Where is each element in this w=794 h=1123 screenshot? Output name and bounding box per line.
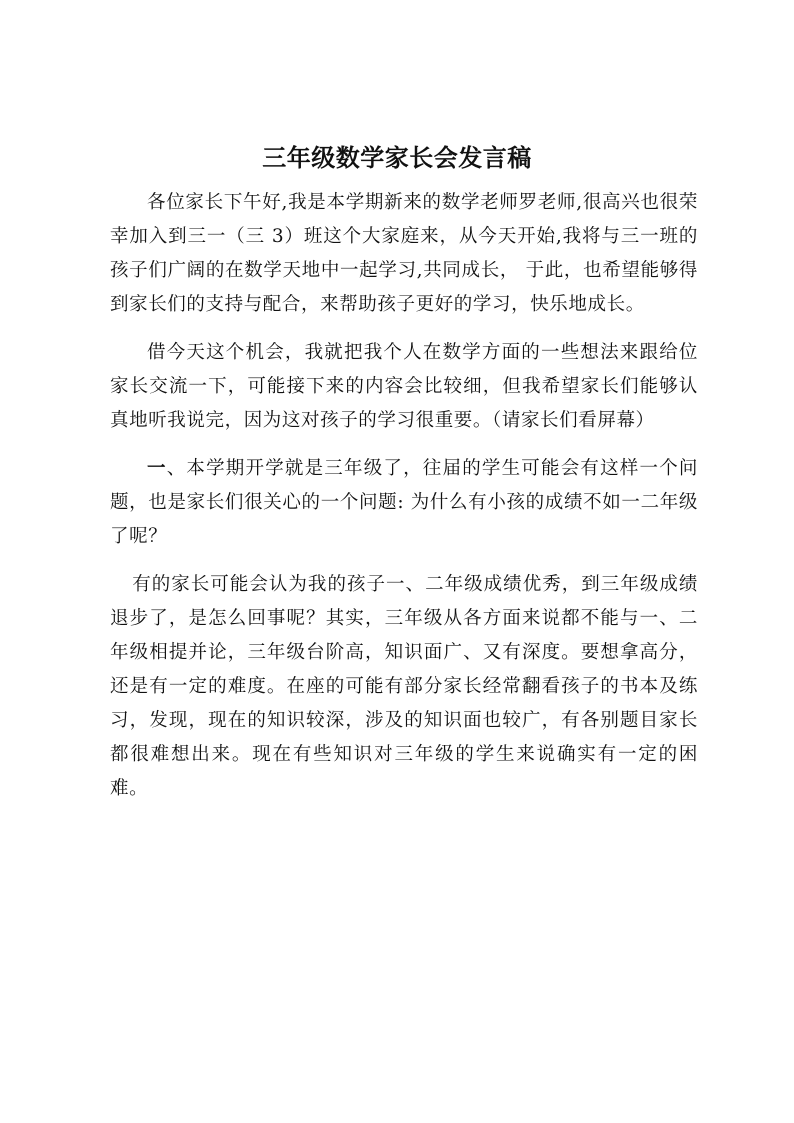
document-title: 三年级数学家长会发言稿 [262, 143, 532, 172]
paragraph-explanation: 有的家长可能会认为我的孩子一、二年级成绩优秀，到三年级成绩退步了，是怎么回事呢？其实，三年级从各方面来说都不能与一、二年级相提并论，三年级台阶高，知识面广、又有深度。要想拿高分，还是有一定的难度。在座的可能有部分家长经常翻看孩子的书本及练习，发现，现在的知识较深，涉及的知识面也较广，有各别题目家长都很难想出来。现在有些知识对三年级的学生来说确实有一定的困难。 [110, 574, 698, 799]
paragraph-section-one [110, 452, 698, 554]
section-number: 一 [147, 458, 167, 479]
paragraph-greeting: 各位家长下午好,我是本学期新来的数学老师罗老师,很高兴也很荣幸加入到三一（三 3）班这个大家庭来，从今天开始,我将与三一班的孩子们广阔的在数学天地中一起学习,共同成长， 于此，也希望能够得到家长们的支持与配合，来帮助孩子更好的学习，快乐地成长。 [110, 192, 698, 315]
paragraph-introduction: 借今天这个机会，我就把我个人在数学方面的一些想法来跟给位家长交流一下，可能接下来的内容会比较细，但我希望家长们能够认真地听我说完，因为这对孩子的学习很重要。（请家长们看屏幕） [110, 342, 698, 431]
document-body [110, 186, 698, 820]
section-one-text: 、本学期开学就是三年级了，往届的学生可能会有这样一个问题，也是家长们很关心的一个问题: 为什么有小孩的成绩不如一二年级了呢？ [110, 458, 698, 547]
